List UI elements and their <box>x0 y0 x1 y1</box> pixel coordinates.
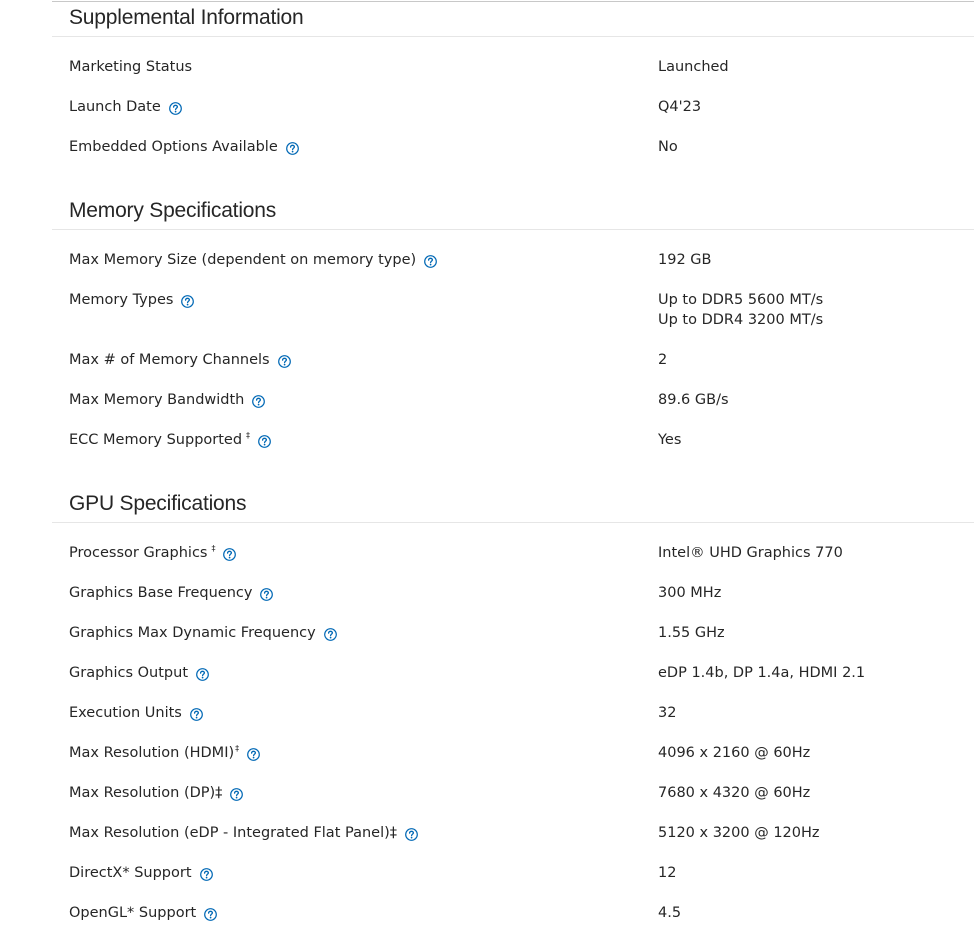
spec-label: Memory Types <box>69 290 194 310</box>
spec-value: 1.55 GHz <box>658 625 725 641</box>
spec-value: 300 MHz <box>658 585 722 601</box>
spec-label: ECC Memory Supported ‡ <box>69 430 271 450</box>
spec-value: No <box>658 139 678 155</box>
spec-label: Graphics Output <box>69 663 209 683</box>
spec-label: Graphics Max Dynamic Frequency <box>69 623 337 643</box>
question-circle-icon[interactable] <box>324 627 337 640</box>
spec-value: 192 GB <box>658 252 712 268</box>
spec-value: 32 <box>658 705 677 721</box>
spec-row <box>0 583 974 623</box>
spec-value: 2 <box>658 352 668 368</box>
spec-label: Execution Units <box>69 703 203 723</box>
footnote-mark: ‡ <box>235 744 240 753</box>
question-circle-icon[interactable] <box>190 707 203 720</box>
section-title: Supplemental Information <box>69 6 304 29</box>
question-circle-icon[interactable] <box>247 747 260 760</box>
section-divider <box>52 229 974 230</box>
spec-label: Max Memory Size (dependent on memory type) <box>69 250 437 270</box>
spec-row <box>0 137 974 177</box>
spec-label: Max Resolution (DP)‡ <box>69 783 243 803</box>
section-divider <box>52 36 974 37</box>
spec-row <box>0 250 974 290</box>
spec-value: 5120 x 3200 @ 120Hz <box>658 825 820 841</box>
spec-label: Max # of Memory Channels <box>69 350 291 370</box>
spec-label: Max Resolution (HDMI) ‡ <box>69 743 260 763</box>
spec-row <box>0 823 974 863</box>
spec-row <box>0 703 974 743</box>
question-circle-icon[interactable] <box>424 254 437 267</box>
spec-value: Up to DDR5 5600 MT/s Up to DDR4 3200 MT/s <box>658 292 824 328</box>
question-circle-icon[interactable] <box>223 547 236 560</box>
spec-row <box>0 390 974 430</box>
spec-label: DirectX* Support <box>69 863 213 883</box>
question-circle-icon[interactable] <box>405 827 418 840</box>
spec-row <box>0 783 974 823</box>
spec-value: 4096 x 2160 @ 60Hz <box>658 745 811 761</box>
spec-value: Launched <box>658 59 729 75</box>
spec-value: 7680 x 4320 @ 60Hz <box>658 785 811 801</box>
question-circle-icon[interactable] <box>181 294 194 307</box>
section-divider <box>52 522 974 523</box>
spec-label: Launch Date <box>69 97 182 117</box>
spec-value: Intel® UHD Graphics 770 <box>658 545 843 561</box>
question-circle-icon[interactable] <box>196 667 209 680</box>
spec-label: Marketing Status <box>69 59 193 75</box>
spec-row <box>0 623 974 663</box>
question-circle-icon[interactable] <box>252 394 265 407</box>
spec-row <box>0 863 974 903</box>
spec-row <box>0 57 974 97</box>
spec-value: Yes <box>658 432 682 448</box>
spec-row <box>0 430 974 470</box>
spec-label: Embedded Options Available <box>69 137 299 157</box>
question-circle-icon[interactable] <box>230 787 243 800</box>
spec-label: Max Resolution (eDP - Integrated Flat Panel)‡ <box>69 823 418 843</box>
question-circle-icon[interactable] <box>204 907 217 920</box>
spec-row <box>0 663 974 703</box>
spec-label: OpenGL* Support <box>69 903 217 923</box>
question-circle-icon[interactable] <box>169 101 182 114</box>
question-circle-icon[interactable] <box>260 587 273 600</box>
footnote-mark: ‡ <box>211 544 216 553</box>
spec-row <box>0 97 974 137</box>
footnote-mark: ‡ <box>246 431 251 440</box>
spec-label: Processor Graphics ‡ <box>69 543 236 563</box>
question-circle-icon[interactable] <box>200 867 213 880</box>
question-circle-icon[interactable] <box>258 434 271 447</box>
spec-row <box>0 290 974 350</box>
question-circle-icon[interactable] <box>278 354 291 367</box>
section-title: Memory Specifications <box>69 199 277 222</box>
spec-row <box>0 543 974 583</box>
spec-label: Max Memory Bandwidth <box>69 390 265 410</box>
spec-row <box>0 743 974 783</box>
spec-value: 12 <box>658 865 677 881</box>
spec-row <box>0 903 974 930</box>
spec-label: Graphics Base Frequency <box>69 583 273 603</box>
spec-value: 89.6 GB/s <box>658 392 729 408</box>
spec-value: 4.5 <box>658 905 682 921</box>
spec-value: eDP 1.4b, DP 1.4a, HDMI 2.1 <box>658 665 866 681</box>
top-divider <box>52 1 974 2</box>
section-title: GPU Specifications <box>69 492 247 515</box>
spec-row <box>0 350 974 390</box>
spec-value: Q4'23 <box>658 99 702 115</box>
question-circle-icon[interactable] <box>286 141 299 154</box>
